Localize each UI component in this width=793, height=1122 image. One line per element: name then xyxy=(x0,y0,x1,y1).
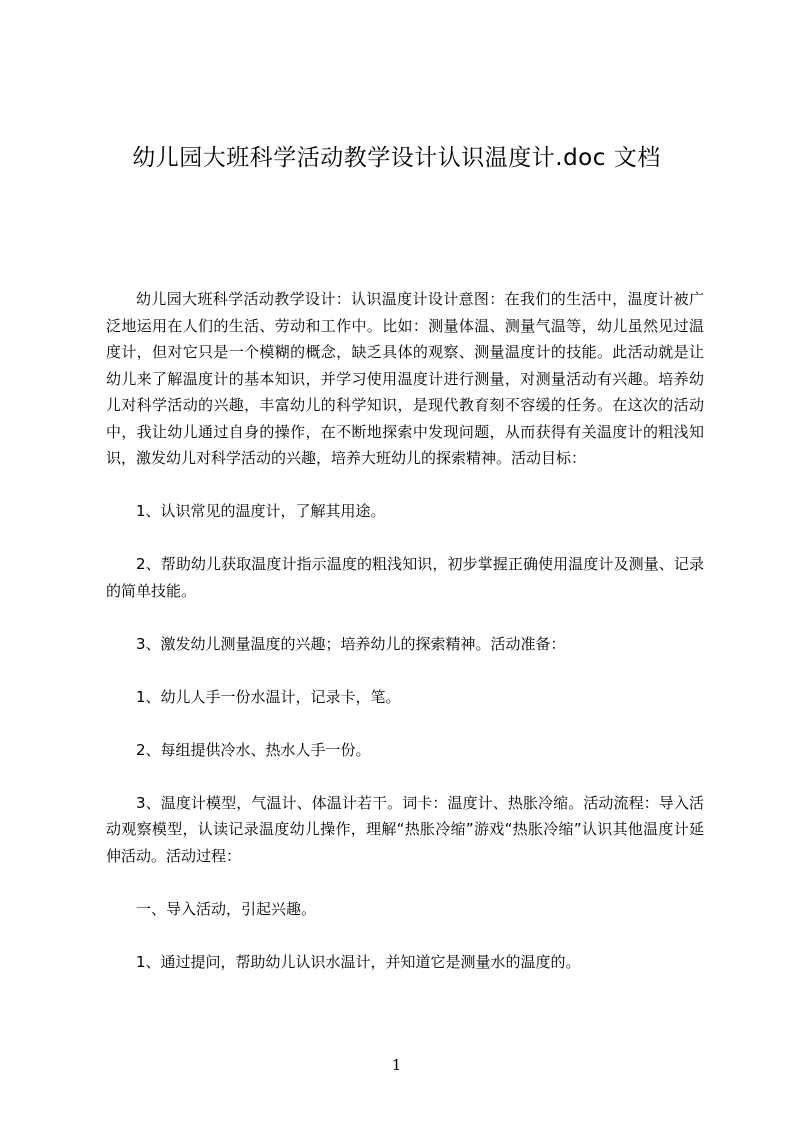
paragraph-prep-2: 2、每组提供冷水、热水人手一份。 xyxy=(136,740,371,759)
paragraph-goal-2: 2、帮助幼儿获取温度计指示温度的粗浅知识，初步掌握正确使用温度计及测量、记录的简单技能。 xyxy=(106,555,704,600)
paragraph-section-1: 一、导入活动，引起兴趣。 xyxy=(136,899,317,918)
document-body xyxy=(106,286,704,1002)
paragraph-goal-3: 3、激发幼儿测量温度的兴趣；培养幼儿的探索精神。活动准备： xyxy=(136,634,566,653)
paragraph-intro: 幼儿园大班科学活动教学设计：认识温度计设计意图：在我们的生活中，温度计被广泛地运用在人们的生活、劳动和工作中。比如：测量体温、测量气温等，幼儿虽然见过温度计，但对它只是一个模糊的概念，缺乏具体的观察、测量温度计的技能。此活动就是让幼儿来了解温度计的基本知识，并学习使用温度计进行测量，对测量活动有兴趣。培养幼儿对科学活动的兴趣，丰富幼儿的科学知识，是现代教育刻不容缓的任务。在这次的活动中，我让幼儿通过自身的操作，在不断地探索中发现问题，从而获得有关温度计的粗浅知识，激发幼儿对科学活动的兴趣，培养大班幼儿的探索精神。活动目标： xyxy=(106,290,704,467)
page-number: 1 xyxy=(391,1056,402,1074)
paragraph-step-1: 1、通过提问，帮助幼儿认识水温计，并知道它是测量水的温度的。 xyxy=(136,952,581,971)
paragraph-prep-3: 3、温度计模型，气温计、体温计若干。词卡：温度计、热胀冷缩。活动流程：导入活动观察模型，认读记录温度幼儿操作，理解“热胀冷缩”游戏“热胀冷缩”认识其他温度计延伸活动。活动过程： xyxy=(106,793,704,865)
paragraph-prep-1: 1、幼儿人手一份水温计，记录卡，笔。 xyxy=(136,687,401,706)
paragraph-goal-1: 1、认识常见的温度计，了解其用途。 xyxy=(136,502,386,520)
document-title: 幼儿园大班科学活动教学设计认识温度计.doc 文档 xyxy=(132,145,661,171)
